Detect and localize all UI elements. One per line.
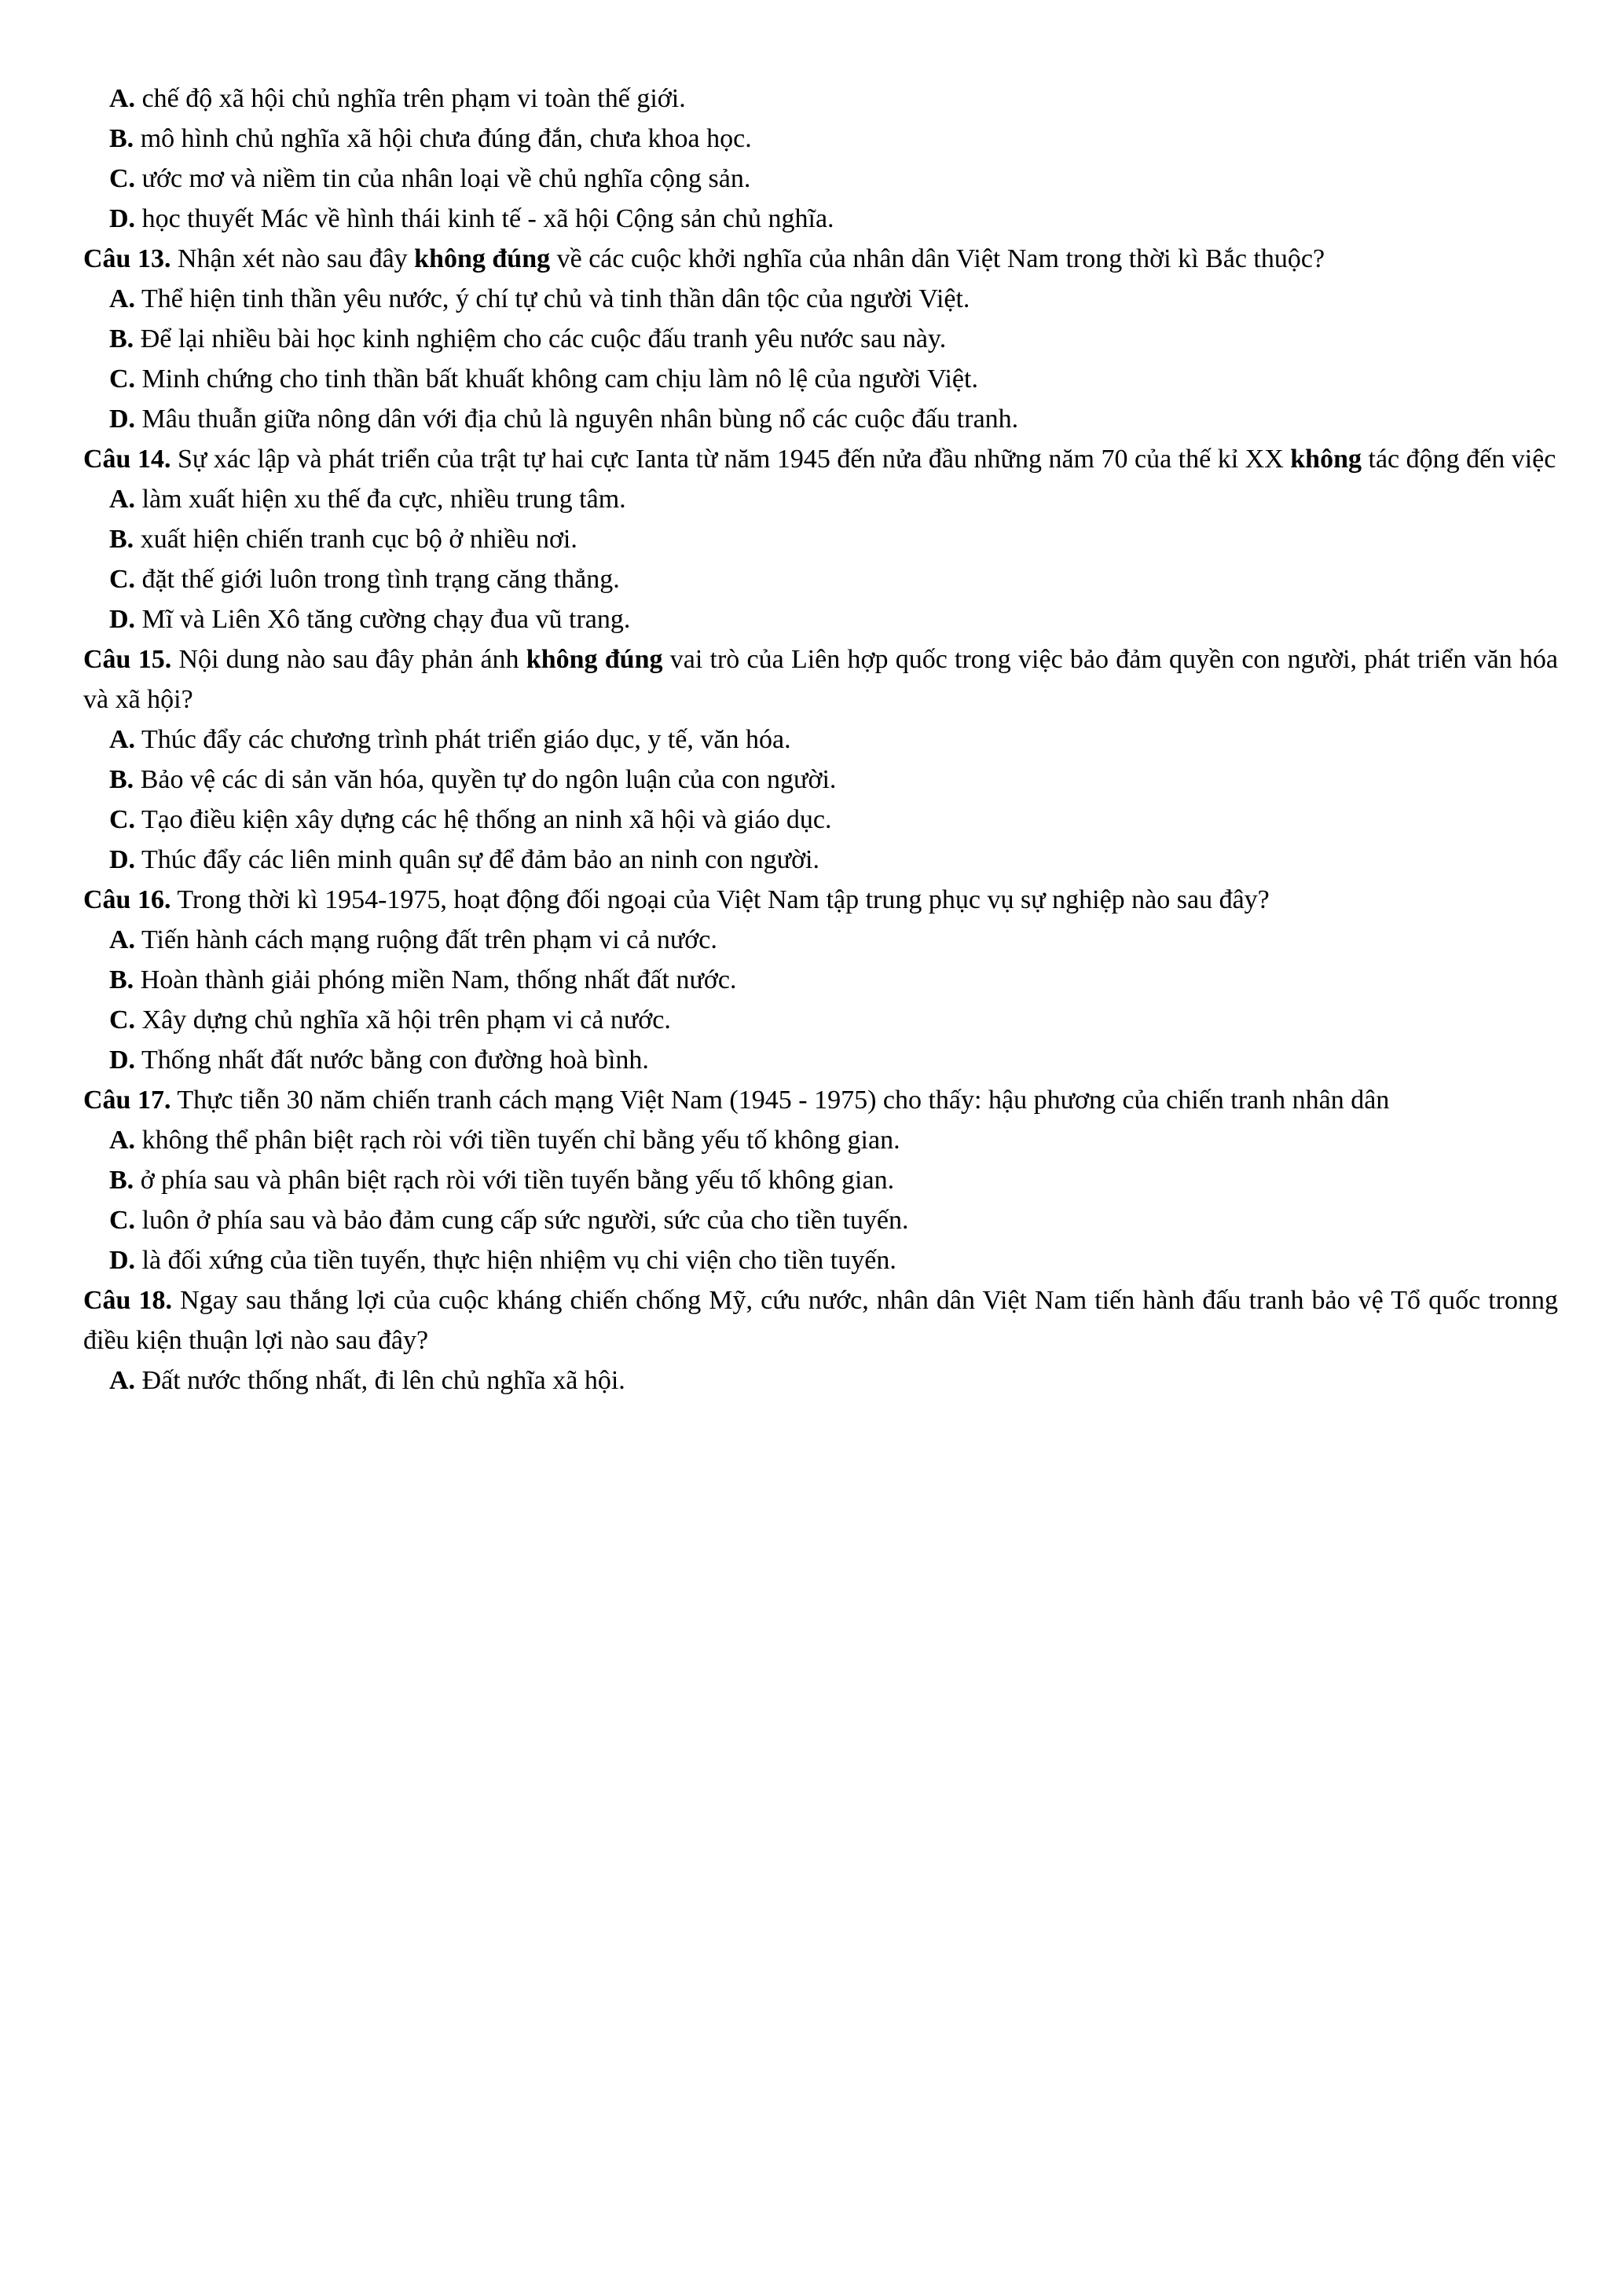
option-label: D. xyxy=(109,605,136,634)
option-label: A. xyxy=(109,925,136,954)
option-label: A. xyxy=(109,485,136,514)
answer-option: C. ước mơ và niềm tin của nhân loại về chủ nghĩa cộng sản. xyxy=(109,164,751,193)
answer-option: B. xuất hiện chiến tranh cục bộ ở nhiều nơi. xyxy=(109,525,577,554)
stem-emphasis: không xyxy=(1290,445,1362,474)
option-label: A. xyxy=(109,284,136,313)
leading-options xyxy=(83,79,1558,239)
answer-option: D. Thúc đẩy các liên minh quân sự để đảm bảo an ninh con người. xyxy=(109,845,819,874)
question-stem: Câu 17. Thực tiễn 30 năm chiến tranh cách mạng Việt Nam (1945 - 1975) cho thấy: hậu phương của chiến tranh nhân dân xyxy=(83,1086,1390,1115)
answer-option: D. là đối xứng của tiền tuyến, thực hiện nhiệm vụ chi viện cho tiền tuyến. xyxy=(109,1246,896,1275)
answer-option: A. làm xuất hiện xu thế đa cực, nhiều trung tâm. xyxy=(109,485,626,514)
answer-option: A. Đất nước thống nhất, đi lên chủ nghĩa xã hội. xyxy=(109,1366,625,1395)
option-label: A. xyxy=(109,84,136,113)
question-stem: Câu 16. Trong thời kì 1954-1975, hoạt động đối ngoại của Việt Nam tập trung phục vụ sự nghiệp nào sau đây? xyxy=(83,885,1270,914)
answer-option: C. Minh chứng cho tinh thần bất khuất không cam chịu làm nô lệ của người Việt. xyxy=(109,364,978,394)
answer-option: B. Hoàn thành giải phóng miền Nam, thống nhất đất nước. xyxy=(109,965,737,994)
option-label: B. xyxy=(109,525,134,554)
option-label: A. xyxy=(109,725,136,754)
question-block xyxy=(83,239,1558,439)
option-label: D. xyxy=(109,405,136,434)
answer-option: B. mô hình chủ nghĩa xã hội chưa đúng đắn, chưa khoa học. xyxy=(109,124,752,153)
stem-emphasis: không đúng xyxy=(414,244,551,273)
option-label: D. xyxy=(109,1246,136,1275)
answer-option: A. Thúc đẩy các chương trình phát triển giáo dục, y tế, văn hóa. xyxy=(109,725,791,754)
question-block xyxy=(83,1080,1558,1280)
question-block xyxy=(83,639,1558,880)
question-block xyxy=(83,1280,1558,1401)
question-stem: Câu 14. Sự xác lập và phát triển của trật tự hai cực Ianta từ năm 1945 đến nửa đầu những năm 70 của thế kỉ XX không tác động đến việc xyxy=(83,445,1556,474)
option-label: D. xyxy=(109,1045,136,1075)
answer-option: C. luôn ở phía sau và bảo đảm cung cấp sức người, sức của cho tiền tuyến. xyxy=(109,1206,909,1235)
question-number: Câu 17. xyxy=(83,1086,171,1115)
question-stem: Câu 13. Nhận xét nào sau đây không đúng về các cuộc khởi nghĩa của nhân dân Việt Nam trong thời kì Bắc thuộc? xyxy=(83,244,1325,273)
answer-option: A. chế độ xã hội chủ nghĩa trên phạm vi toàn thế giới. xyxy=(109,84,686,113)
question-block xyxy=(83,439,1558,639)
answer-option: C. Xây dựng chủ nghĩa xã hội trên phạm vi cả nước. xyxy=(109,1005,671,1034)
option-label: B. xyxy=(109,324,134,353)
option-label: C. xyxy=(109,1206,136,1235)
option-label: D. xyxy=(109,845,136,874)
question-number: Câu 13. xyxy=(83,244,171,273)
option-label: B. xyxy=(109,965,134,994)
answer-option: A. Tiến hành cách mạng ruộng đất trên phạm vi cả nước. xyxy=(109,925,717,954)
option-label: C. xyxy=(109,565,136,594)
option-label: B. xyxy=(109,765,134,794)
answer-option: D. học thuyết Mác về hình thái kinh tế - xã hội Cộng sản chủ nghĩa. xyxy=(109,204,834,233)
question-number: Câu 15. xyxy=(83,645,172,674)
answer-option: D. Thống nhất đất nước bằng con đường hoà bình. xyxy=(109,1045,649,1075)
answer-option: B. Bảo vệ các di sản văn hóa, quyền tự do ngôn luận của con người. xyxy=(109,765,837,794)
answer-option: D. Mâu thuẫn giữa nông dân với địa chủ là nguyên nhân bùng nổ các cuộc đấu tranh. xyxy=(109,405,1019,434)
option-label: C. xyxy=(109,164,136,193)
option-label: A. xyxy=(109,1126,136,1155)
answer-option: C. đặt thế giới luôn trong tình trạng căng thẳng. xyxy=(109,565,620,594)
question-number: Câu 14. xyxy=(83,445,171,474)
option-label: A. xyxy=(109,1366,136,1395)
answer-option: A. Thể hiện tinh thần yêu nước, ý chí tự chủ và tinh thần dân tộc của người Việt. xyxy=(109,284,970,313)
question-block xyxy=(83,880,1558,1080)
option-label: C. xyxy=(109,805,136,834)
question-stem: Câu 15. Nội dung nào sau đây phản ánh không đúng vai trò của Liên hợp quốc trong việc bảo đảm quyền con người, phát triển văn hóa và xã hội? xyxy=(83,645,1558,714)
option-label: B. xyxy=(109,124,134,153)
answer-option: A. không thể phân biệt rạch ròi với tiền tuyến chỉ bằng yếu tố không gian. xyxy=(109,1126,900,1155)
option-label: D. xyxy=(109,204,136,233)
option-label: C. xyxy=(109,1005,136,1034)
option-label: B. xyxy=(109,1166,134,1195)
stem-emphasis: không đúng xyxy=(526,645,663,674)
question-number: Câu 18. xyxy=(83,1286,173,1315)
question-stem: Câu 18. Ngay sau thắng lợi của cuộc kháng chiến chống Mỹ, cứu nước, nhân dân Việt Nam tiến hành đấu tranh bảo vệ Tổ quốc tronng điều kiện thuận lợi nào sau đây? xyxy=(83,1286,1559,1355)
answer-option: C. Tạo điều kiện xây dựng các hệ thống an ninh xã hội và giáo dục. xyxy=(109,805,832,834)
option-label: C. xyxy=(109,364,136,394)
question-number: Câu 16. xyxy=(83,885,171,914)
answer-option: B. Để lại nhiều bài học kinh nghiệm cho các cuộc đấu tranh yêu nước sau này. xyxy=(109,324,947,353)
answer-option: B. ở phía sau và phân biệt rạch ròi với tiền tuyến bằng yếu tố không gian. xyxy=(109,1166,895,1195)
answer-option: D. Mĩ và Liên Xô tăng cường chạy đua vũ trang. xyxy=(109,605,631,634)
